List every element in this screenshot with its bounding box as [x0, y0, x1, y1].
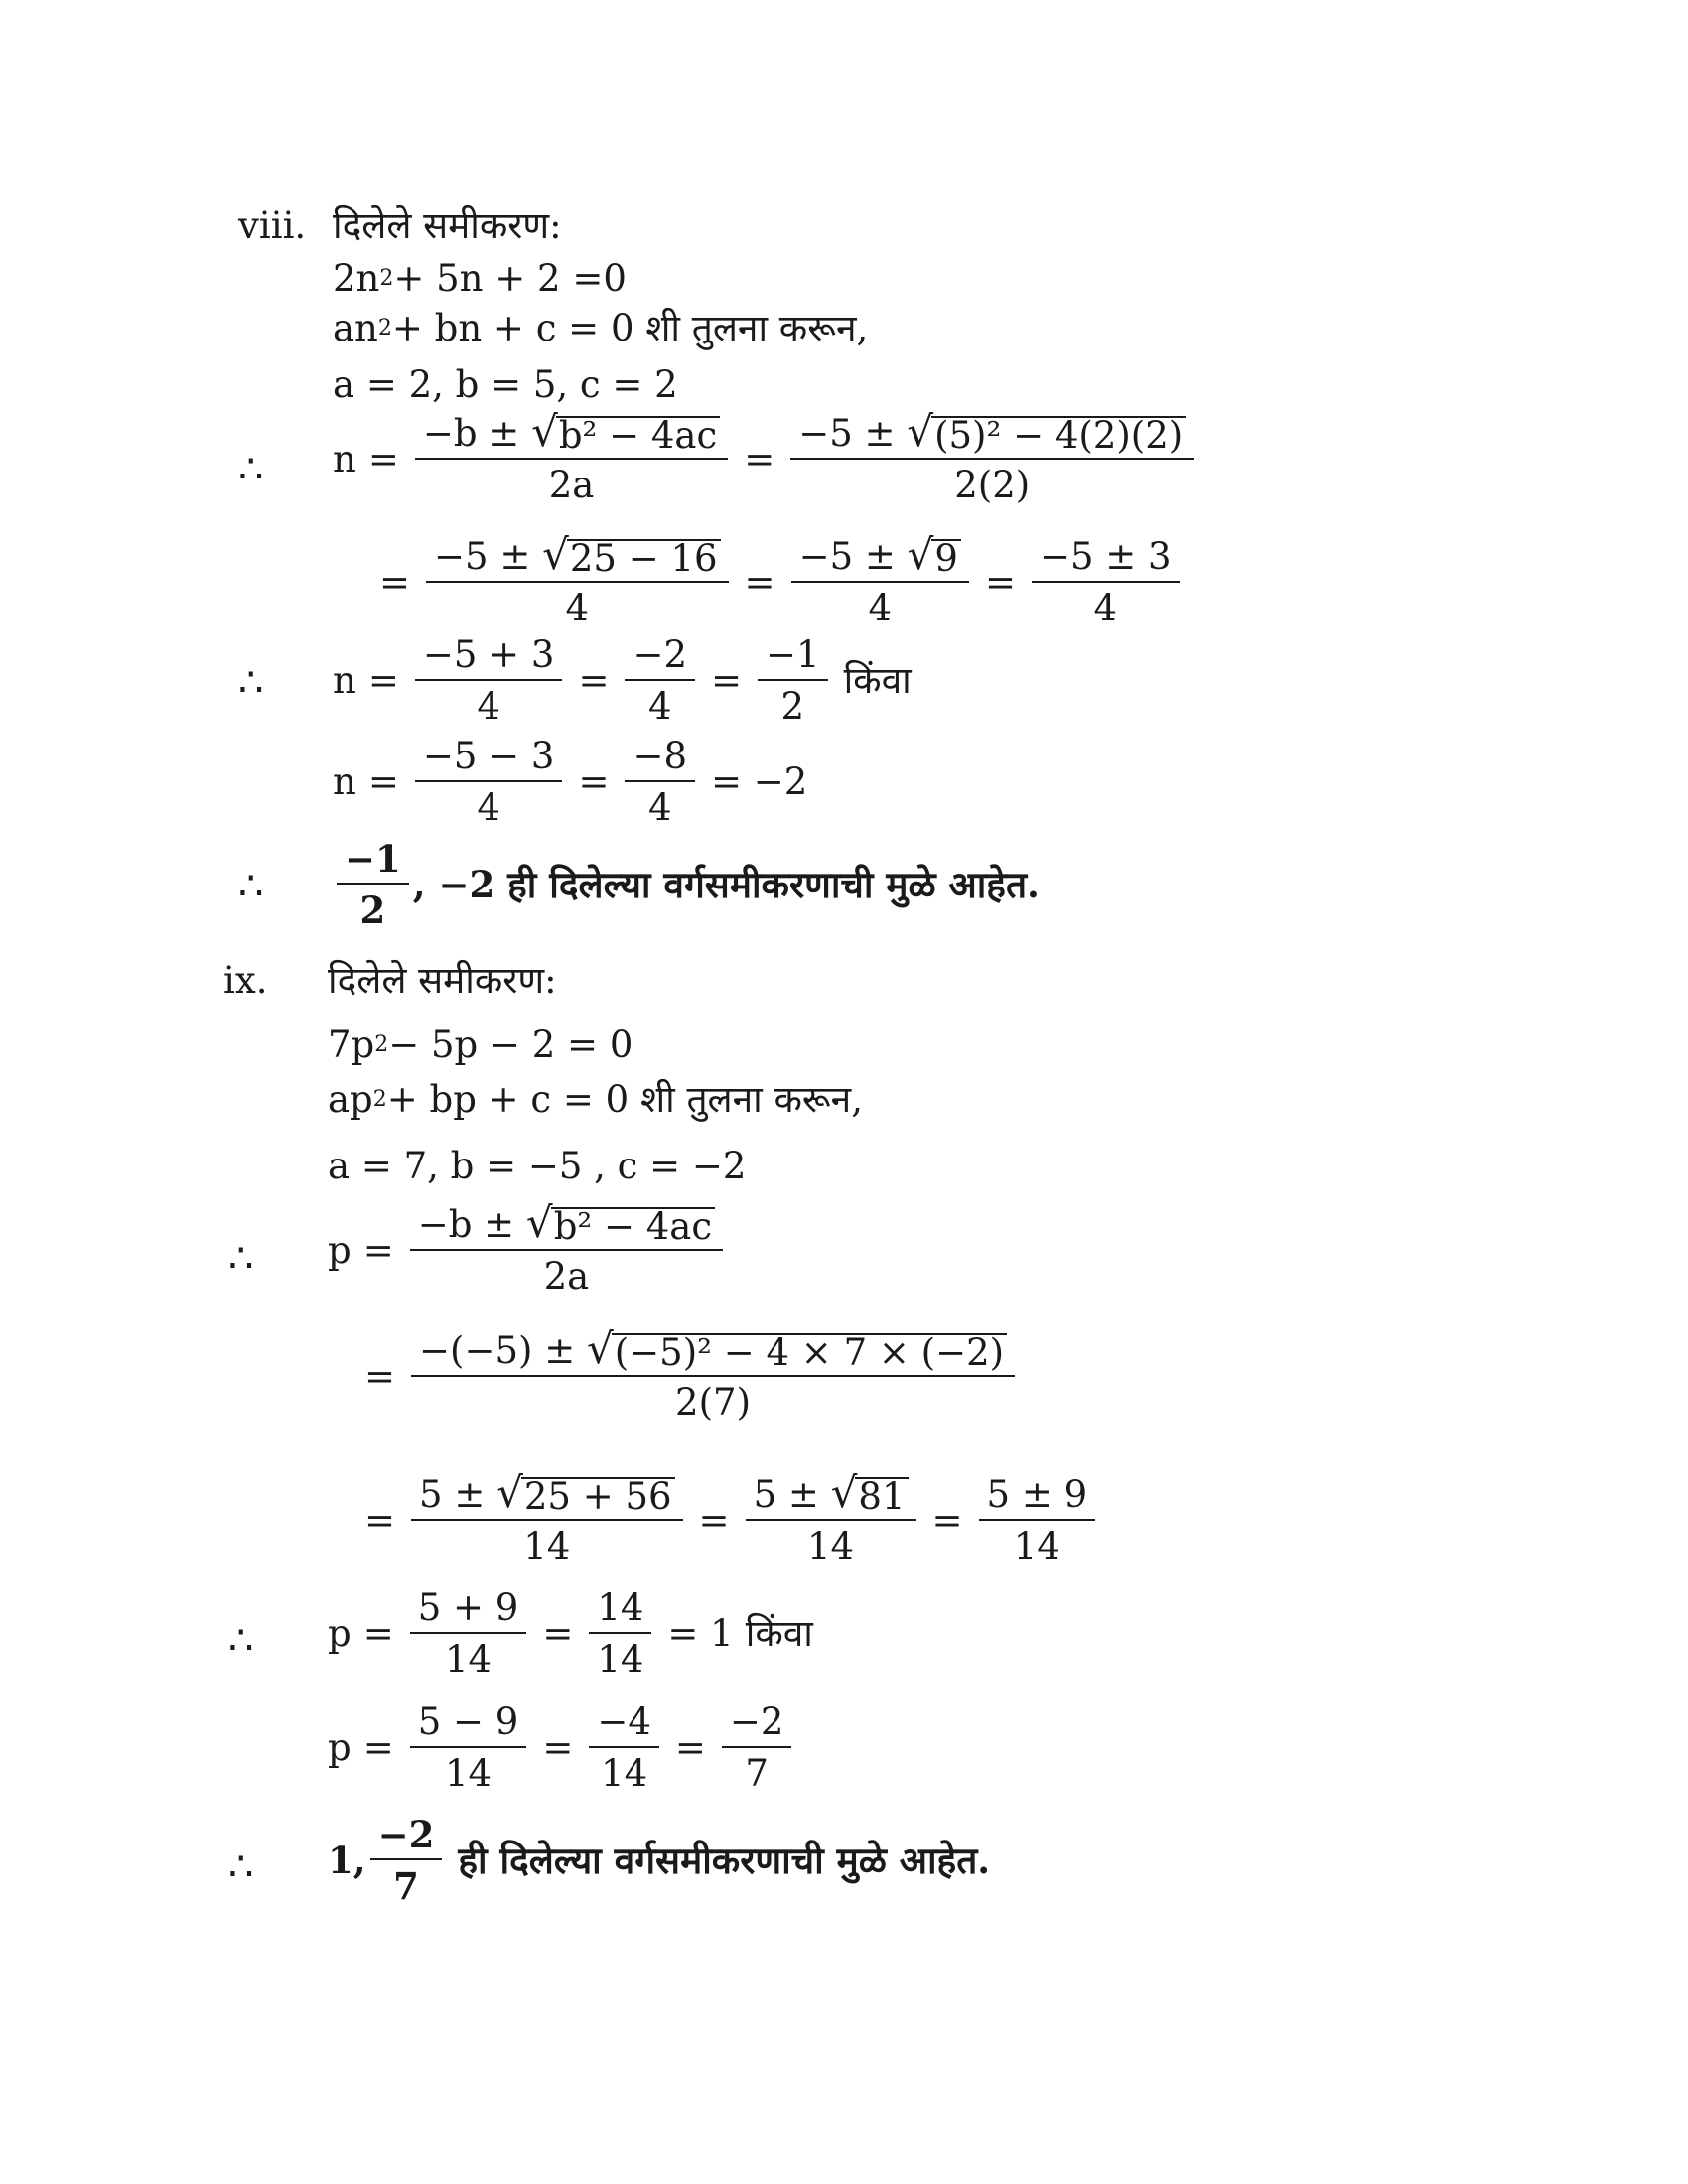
substituted-fraction	[411, 1324, 1015, 1424]
equals-sign: =	[362, 1726, 394, 1769]
standard-form-ix: ap 2 + bp + c = 0 शी तुलना करून,	[328, 1078, 863, 1121]
step-fraction	[791, 530, 969, 629]
radical-sign: √	[586, 1324, 614, 1373]
coefficients-viii: a = 2, b = 5, c = 2	[333, 363, 678, 406]
radicand: b² − 4ac	[556, 416, 720, 454]
root-value: = −2	[711, 760, 808, 803]
root-fraction	[415, 737, 563, 828]
standard-form-lead: ap	[328, 1078, 373, 1121]
numerator-text: 5 ±	[753, 1473, 831, 1516]
equals-sign: =	[578, 760, 610, 803]
denominator: 2a	[543, 1255, 590, 1297]
denominator: 2a	[548, 464, 595, 506]
therefore-symbol: ∴	[228, 1618, 254, 1664]
variable: n	[333, 437, 356, 480]
conclusion-viii	[333, 839, 1040, 930]
equation-lead: 7p	[328, 1024, 375, 1066]
denominator: 4	[647, 685, 672, 728]
or-word: किंवा	[843, 659, 912, 702]
numerator	[426, 530, 729, 583]
denominator: 7	[393, 1864, 419, 1908]
conclusion-text: ही दिलेल्या वर्गसमीकरणाची मुळे आहेत.	[458, 1839, 991, 1882]
equals-sign: =	[362, 1612, 394, 1655]
equation-rest: + 5n + 2 =0	[393, 257, 627, 300]
radical-sign: √	[907, 530, 934, 579]
denominator: 2	[359, 888, 386, 932]
root-fraction	[337, 839, 409, 930]
root-fraction	[758, 635, 828, 727]
root-fraction	[410, 1588, 527, 1680]
denominator: 4	[477, 786, 500, 829]
square-root	[542, 530, 720, 580]
denominator: 14	[601, 1752, 648, 1795]
variable: p	[328, 1726, 352, 1769]
step-fraction	[426, 530, 729, 629]
denominator: 14	[806, 1525, 855, 1568]
numerator: −5 + 3	[415, 635, 563, 681]
problem-heading-ix: दिलेले समीकरण:	[328, 959, 557, 1002]
numerator: −5 − 3	[415, 737, 563, 782]
numerator	[791, 530, 969, 583]
radicand: b² − 4ac	[551, 1207, 715, 1245]
therefore-symbol: ∴	[228, 1844, 254, 1890]
variable: p	[328, 1612, 352, 1655]
numerator-text: −(−5) ±	[419, 1329, 587, 1372]
numerator: −1	[337, 839, 409, 885]
given-equation-ix: 7p 2 − 5p − 2 = 0	[328, 1024, 633, 1066]
square-root	[531, 407, 720, 457]
root-fraction	[625, 737, 695, 828]
numerator	[790, 407, 1194, 460]
therefore-symbol: ∴	[238, 447, 264, 492]
root-fraction	[415, 635, 563, 727]
problem-label-viii: viii.	[238, 205, 307, 247]
equals-sign: =	[367, 760, 399, 803]
standard-form-lead: an	[333, 307, 378, 349]
simplification-ix	[352, 1468, 1099, 1568]
square-root	[586, 1324, 1007, 1374]
radical-sign: √	[542, 530, 569, 579]
square-root	[525, 1198, 715, 1248]
root-fraction	[370, 1815, 443, 1906]
square-root	[907, 530, 961, 580]
equals-sign: =	[364, 1498, 396, 1542]
root-fraction	[722, 1703, 792, 1794]
formula-fraction	[415, 407, 728, 506]
denominator: 2	[780, 685, 805, 728]
equation-lead: 2n	[333, 257, 380, 300]
root-two-viii	[333, 737, 807, 828]
denominator: 14	[1013, 1524, 1060, 1568]
radical-sign: √	[830, 1468, 858, 1517]
step-fraction	[411, 1468, 683, 1568]
numerator: −8	[625, 737, 695, 782]
standard-form-rest: + bn + c = 0 शी तुलना करून,	[391, 307, 869, 349]
radical-sign: √	[496, 1468, 523, 1517]
quadratic-formula-ix	[328, 1198, 727, 1297]
step-fraction	[1032, 534, 1180, 629]
denominator: 4	[565, 587, 590, 629]
substitution-ix	[352, 1324, 1019, 1424]
equals-sign: =	[379, 560, 411, 604]
therefore-symbol: ∴	[238, 660, 264, 706]
numerator-text: −5 ±	[798, 535, 908, 578]
numerator: 5 ± 9	[979, 1475, 1096, 1521]
given-equation-viii: 2n 2 + 5n + 2 =0	[333, 257, 627, 300]
equals-sign: =	[542, 1726, 574, 1769]
numerator-text: −5 ±	[434, 535, 543, 578]
conclusion-ix	[328, 1815, 990, 1906]
variable: p	[328, 1228, 352, 1272]
equals-sign: =	[711, 659, 743, 702]
variable: n	[333, 659, 356, 702]
step-fraction	[979, 1472, 1096, 1568]
denominator: 14	[444, 1638, 492, 1681]
denominator: 14	[597, 1638, 644, 1681]
conclusion-lead: 1,	[328, 1839, 366, 1882]
numerator	[411, 1468, 683, 1521]
denominator: 4	[1093, 586, 1118, 629]
root-two-ix	[328, 1703, 795, 1794]
conclusion-text: , −2 ही दिलेल्या वर्गसमीकरणाची मुळे आहेत.	[412, 863, 1040, 906]
root-one-ix	[328, 1588, 813, 1680]
numerator: −2	[625, 635, 695, 681]
radicand: (5)² − 4(2)(2)	[931, 416, 1186, 454]
root-value: = 1	[667, 1612, 734, 1655]
numerator: 14	[589, 1588, 651, 1634]
therefore-symbol: ∴	[238, 864, 264, 909]
therefore-symbol: ∴	[228, 1236, 254, 1282]
radicand: (−5)² − 4 × 7 × (−2)	[612, 1333, 1007, 1371]
root-one-viii	[333, 635, 912, 727]
standard-form-rest: + bp + c = 0 शी तुलना करून,	[386, 1078, 863, 1121]
equals-sign: =	[367, 437, 399, 480]
numerator: −2	[722, 1703, 792, 1748]
radicand: 25 + 56	[521, 1477, 675, 1515]
numerator: 5 + 9	[410, 1588, 527, 1634]
numerator-text: −5 ±	[798, 412, 908, 455]
problem-heading-viii: दिलेले समीकरण:	[333, 205, 562, 247]
denominator: 7	[745, 1752, 769, 1795]
denominator: 2(2)	[954, 464, 1031, 506]
equals-sign: =	[698, 1498, 730, 1542]
equals-sign: =	[367, 659, 399, 702]
equals-sign: =	[364, 1354, 396, 1398]
equals-sign: =	[362, 1228, 394, 1272]
equals-sign: =	[984, 560, 1016, 604]
step-fraction	[746, 1468, 916, 1568]
denominator: 4	[868, 587, 893, 629]
numerator: −2	[370, 1815, 443, 1860]
radicand: 25 − 16	[567, 539, 721, 577]
or-word: किंवा	[745, 1612, 813, 1655]
numerator	[410, 1198, 723, 1251]
equals-sign: =	[744, 437, 775, 480]
root-fraction	[589, 1703, 659, 1794]
radicand: 9	[931, 539, 961, 577]
numerator: 5 − 9	[410, 1703, 527, 1748]
denominator: 14	[523, 1525, 571, 1568]
problem-label-ix: ix.	[223, 959, 268, 1002]
denominator: 14	[444, 1752, 492, 1795]
denominator: 4	[477, 685, 500, 728]
root-fraction	[589, 1588, 651, 1680]
numerator: −1	[758, 635, 828, 681]
denominator: 2(7)	[675, 1381, 751, 1424]
equals-sign: =	[674, 1726, 706, 1769]
numerator	[415, 407, 728, 460]
radical-sign: √	[907, 407, 934, 456]
formula-fraction	[410, 1198, 723, 1297]
root-fraction	[410, 1703, 527, 1794]
numerator: −4	[589, 1703, 659, 1748]
radicand: 81	[855, 1477, 908, 1515]
radical-sign: √	[525, 1198, 553, 1247]
substituted-fraction	[790, 407, 1194, 506]
square-root	[496, 1468, 674, 1518]
numerator	[411, 1324, 1015, 1377]
equation-rest: − 5p − 2 = 0	[388, 1024, 633, 1066]
variable: n	[333, 760, 356, 803]
radical-sign: √	[531, 407, 558, 456]
numerator: −5 ± 3	[1032, 537, 1180, 583]
root-fraction	[625, 635, 695, 727]
denominator: 4	[647, 786, 672, 829]
numerator	[746, 1468, 916, 1521]
quadratic-formula-viii	[333, 407, 1197, 506]
standard-form-viii: an 2 + bn + c = 0 शी तुलना करून,	[333, 307, 869, 349]
equals-sign: =	[931, 1498, 963, 1542]
equals-sign: =	[744, 560, 775, 604]
square-root	[830, 1468, 909, 1518]
coefficients-ix: a = 7, b = −5 , c = −2	[328, 1145, 747, 1187]
equals-sign: =	[542, 1612, 574, 1655]
simplification-viii	[367, 530, 1184, 629]
numerator-text: −b ±	[417, 1203, 526, 1246]
equals-sign: =	[578, 659, 610, 702]
numerator-text: 5 ±	[419, 1473, 497, 1516]
square-root	[907, 407, 1186, 457]
numerator-text: −b ±	[422, 412, 532, 455]
